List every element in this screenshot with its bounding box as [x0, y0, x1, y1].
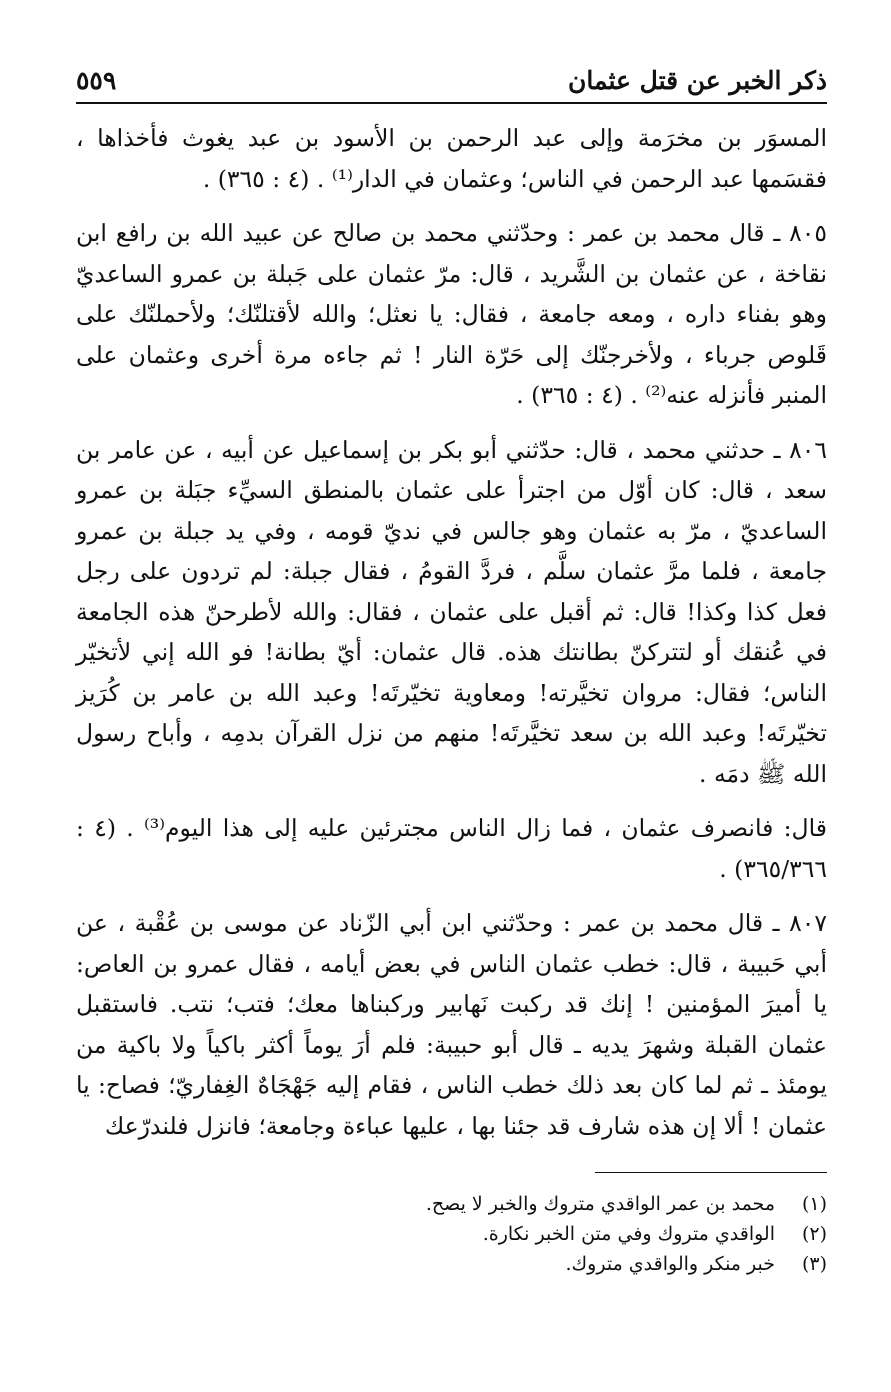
paragraph: المسوَر بن مخرَمة وإلى عبد الرحمن بن الأسود بن عبد يغوث فأخذاها ، فقسَمها عبد الرحمن في الناس؛ وعثمان في الدار⁽¹⁾ . (٤ : ٣٦٥) . [76, 124, 827, 193]
page-header [76, 60, 827, 104]
footnote-text: محمد بن عمر الواقدي متروك والخبر لا يصح. [425, 1193, 775, 1215]
footnote-number: (٣) [801, 1253, 827, 1275]
paragraph: قال: فانصرف عثمان ، فما زال الناس مجترئين عليه إلى هذا اليوم⁽³⁾ . (٤ : ٣٦٥/٣٦٦) . [76, 814, 827, 883]
paragraph: ٨٠٦ ـ حدثني محمد ، قال: حدّثني أبو بكر بن إسماعيل عن أبيه ، عن عامر بن سعد ، قال: كان أوّل من اجترأ على عثمان بالمنطق السيِّء جبَلة بن عمرو الساعديّ ، مرّ به عثمان وهو جالس في نديّ قومه ، وفي يد جبلة بن عمرو جامعة ، فلما مرَّ عثمان سلَّم ، فردَّ القومُ ، فقال جبلة: لم تردون على رجل فعل كذا وكذا! قال: ثم أقبل على عثمان ، فقال: والله لأطرحنّ هذه الجامعة في عُنقك أو لتتركنّ بطانتك هذه. قال عثمان: أيّ بطانة! فو الله إني لأتخيّر الناس؛ فقال: مروان تخيَّرته! ومعاوية تخيّرتَه! وعبد الله بن عامر بن كُرَيز تخيّرتَه! وعبد الله بن سعد تخيَّرتَه! منهم من نزل القرآن بدمِه ، وأباح رسول الله ﷺ دمَه . [76, 435, 827, 788]
page [76, 60, 827, 1279]
page-body [76, 118, 827, 1146]
footnote [76, 1249, 827, 1279]
page-number: ٥٥٩ [76, 66, 117, 95]
footnote [76, 1189, 827, 1219]
paragraph: ٨٠٥ ـ قال محمد بن عمر : وحدّثني محمد بن صالح عن عبيد الله بن رافع ابن نقاخة ، عن عثمان بن الشَّريد ، قال: مرّ عثمان على جَبلة بن عمرو الساعديّ وهو بفناء داره ، ومعه جامعة ، فقال: يا نعثل؛ والله لأقتلنّك؛ ولأحملنّك على قَلوص جرباء ، ولأخرجنّك إلى حَرّة النار ! ثم جاءه مرة أخرى وعثمان على المنبر فأنزله عنه⁽²⁾ . (٤ : ٣٦٥) . [76, 219, 827, 409]
footnote-text: خبر منكر والواقدي متروك. [565, 1253, 775, 1275]
footnote-divider [595, 1172, 827, 1173]
running-title: ذكر الخبر عن قتل عثمان [568, 66, 827, 95]
footnote-number: (١) [801, 1193, 827, 1215]
footnote-number: (٢) [801, 1223, 827, 1245]
footnotes [76, 1189, 827, 1279]
paragraph: ٨٠٧ ـ قال محمد بن عمر : وحدّثني ابن أبي الزّناد عن موسى بن عُقْبة ، عن أبي حَبيبة ، قال: خطب عثمان الناس في بعض أيامه ، فقال عمرو بن العاص: يا أميرَ المؤمنين ! إنك قد ركبت نَهابير وركبناها معك؛ فتب؛ نتب. فاستقبل عثمان القبلة وشهرَ يديه ـ قال أبو حبيبة: فلم أرَ يوماً أكثر باكياً ولا باكية من يومئذ ـ ثم لما كان بعد ذلك خطب الناس ، فقام إليه جَهْجَاهٌ الغِفاريّ؛ فصاح: يا عثمان ! ألا إن هذه شارف قد جئنا بها ، عليها عباءة وجامعة؛ فانزل فلندرّعك [76, 909, 827, 1140]
footnote-text: الواقدي متروك وفي متن الخبر نكارة. [482, 1223, 775, 1245]
footnote [76, 1219, 827, 1249]
